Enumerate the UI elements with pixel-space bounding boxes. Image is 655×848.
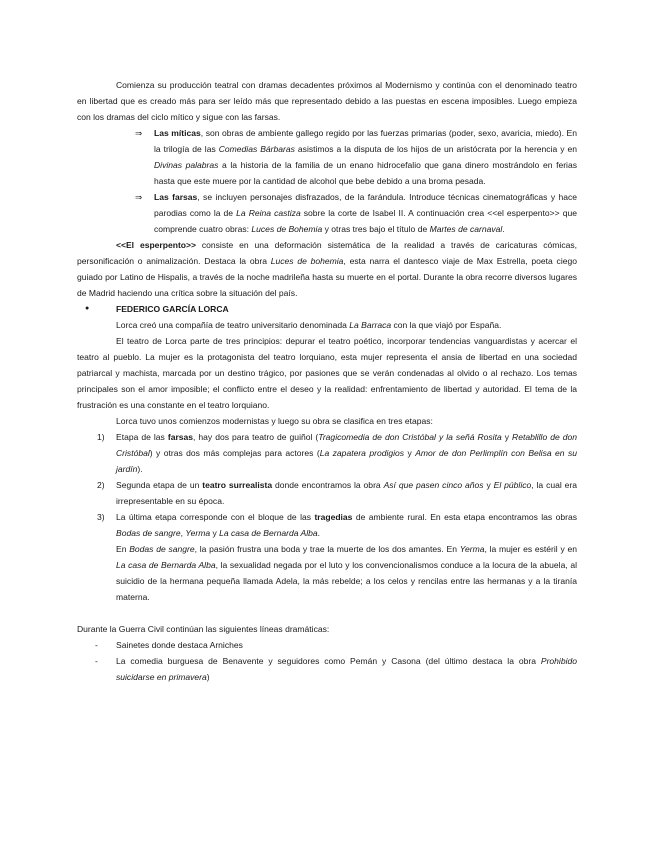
stage-3-item: 3) La última etapa corresponde con el bloque de las tragedias de ambiente rural. En esta etapa encontramos las obras Bodas de sangre, Yerma y La casa de Bernarda Alba. — [77, 509, 577, 541]
intro-paragraph: Comienza su producción teatral con dramas decadentes próximos al Modernismo y continúa con el denominado teatro en libertad que es creado más para ser leído más que representado debido a las puestas en escena imposibles. Luego empieza con los dramas del ciclo mítico y sigue con las farsas. — [77, 80, 577, 122]
dash-mark: - — [95, 640, 98, 650]
list-number: 2) — [97, 480, 105, 490]
arrow-icon: ⇒ — [135, 128, 143, 138]
miticas-item: ⇒ Las míticas, son obras de ambiente gallego regido por las fuerzas primarias (poder, sexo, avaricia, miedo). En la trilogía de las Comedias Bárbaras asistimos a la disputa de los hijos de un aristócrata por la herencia y en Divinas palabras a la historia de la familia de un enano hidrocefalio que gana dinero mostrándolo en ferias hasta que este muere por la cantidad de alcohol que bebe debido a una broma pesada. — [77, 125, 577, 189]
lorca-paragraph-2: El teatro de Lorca parte de tres principios: depurar el teatro poético, incorporar tendencias vanguardistas y acercar el teatro al pueblo. La mujer es la protagonista del teatro lorquiano, esta mujer representa el ansia de libertad en una sociedad patriarcal y machista, marcada por un destino trágico, por pasiones que se verán condenadas al olvido o al rechazo. Los temas principales son el amor imposible; el conflicto entre el deseo y la realidad: enfrentamiento de libertad y autoridad. El tema de la frustración es una constante en el teatro lorquiano. — [77, 336, 577, 410]
lorca-paragraph-3: Lorca tuvo unos comienzos modernistas y luego su obra se clasifica en tres etapas: — [116, 416, 433, 426]
lorca-paragraph-1: Lorca creó una compañía de teatro universitario denominada La Barraca con la que viajó por España. — [116, 320, 502, 330]
civil-war-intro: Durante la Guerra Civil continúan las siguientes líneas dramáticas: — [77, 624, 330, 634]
list-number: 3) — [97, 512, 105, 522]
document-page — [77, 77, 577, 685]
esperpento-paragraph: <<El esperpento>> consiste en una deformación sistemática de la realidad a través de caricaturas cómicas, personificación o animalización. Destaca la obra Luces de bohemia, esta narra el dantesco viaje de Max Estrella, poeta ciego guiado por Latino de Hispalis, a través de la noche madrileña hasta su muerte en el portal. Durante la obra recorre diversos lugares de Madrid haciendo una crítica sobre la situación del país. — [77, 240, 577, 298]
civil-war-item-1: - Sainetes donde destaca Arniches — [77, 637, 577, 653]
stage-1-item: 1) Etapa de las farsas, hay dos para teatro de guiñol (Tragicomedia de don Cristóbal y la señá Rosita y Retablillo de don Cristóbal) y otras dos más complejas para actores (La zapatera prodigios y Amor de don Perlimplín con Belisa en su jardín). — [77, 429, 577, 477]
stage-3-detail: En Bodas de sangre, la pasión frustra una boda y trae la muerte de los dos amantes. En Yerma, la mujer es estéril y en La casa de Bernarda Alba, la sexualidad negada por el luto y los convencionalismos conduce a la locura de la abuela, al suicidio de la hermana pequeña llamada Adela, la más rebelde; a los celos y rencilas entre las hermanas y a la tiranía materna. — [116, 544, 577, 602]
civil-war-item-2: - La comedia burguesa de Benavente y seguidores como Pemán y Casona (del último destaca la obra Prohibido suicidarse en primavera) — [77, 653, 577, 685]
spacer — [77, 605, 577, 621]
lorca-heading: ● FEDERICO GARCÍA LORCA — [77, 301, 577, 317]
stage-2-item: 2) Segunda etapa de un teatro surrealista donde encontramos la obra Así que pasen cinco años y El público, la cual era irrepresentable en su época. — [77, 477, 577, 509]
list-number: 1) — [97, 432, 105, 442]
arrow-icon: ⇒ — [135, 192, 143, 202]
farsas-item: ⇒ Las farsas, se incluyen personajes disfrazados, de la farándula. Introduce técnicas cinematográficas y hace parodias como la de La Reina castiza sobre la corte de Isabel II. A continuación crea <<el esperpento>> que comprende cuatro obras: Luces de Bohemia y otras tres bajo el título de Martes de carnaval. — [77, 189, 577, 237]
bullet-icon: ● — [85, 305, 90, 312]
dash-mark: - — [95, 656, 98, 666]
